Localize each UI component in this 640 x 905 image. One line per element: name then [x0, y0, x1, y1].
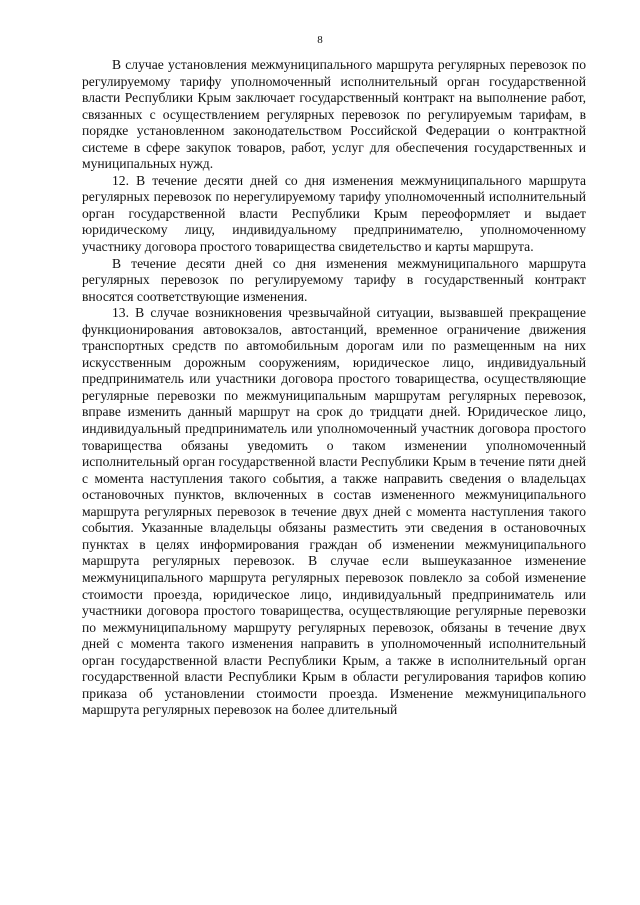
document-body [82, 57, 586, 719]
paragraph-contract-changes: В течение десяти дней со дня изменения межмуниципального маршрута регулярных перевозок по регулируемому тарифу в государственный контракт вносятся соответствующие изменения. [82, 255, 586, 304]
page-number: 8 [317, 34, 323, 46]
paragraph-contract: В случае установления межмуниципального маршрута регулярных перевозок по регулируемому тарифу уполномоченный исполнительный орган государственной власти Республики Крым заключает государственный контракт на выполнение работ, связанных с осуществлением регулярных перевозок по регулируемым тарифам, в порядке установленном законодательством Российской Федерации о контрактной системе в сфере закупок товаров, работ, услуг для обеспечения государственных и муниципальных нужд. [82, 57, 586, 172]
paragraph-12: 12. В течение десяти дней со дня изменения межмуниципального маршрута регулярных перевозок по нерегулируемому тарифу уполномоченный исполнительный орган государственной власти Республики Крым переоформляет и выдает юридическому лицу, индивидуальному предпринимателю, уполномоченному участнику договора простого товарищества свидетельство и карты маршрута. [82, 172, 586, 255]
paragraph-13: 13. В случае возникновения чрезвычайной ситуации, вызвавшей прекращение функционирования автовокзалов, автостанций, временное ограничение движения транспортных средств по автомобильным дорогам или по размещенным на них искусственным дорожным сооружениям, юридическое лицо, индивидуальный предприниматель или участники договора простого товарищества, осуществляющие регулярные перевозки по межмуниципальным маршрутам регулярных перевозок, вправе изменить данный маршрут на срок до тридцати дней. Юридическое лицо, индивидуальный предприниматель или уполномоченный участник договора простого товарищества обязаны уведомить о таком изменении уполномоченный исполнительный орган государственной власти Республики Крым в течение пяти дней с момента наступления такого события, а также направить сведения о владельцах остановочных пунктов, включенных в состав измененного межмуниципального маршрута регулярных перевозок в течение двух дней с момента наступления такого события. Указанные владельцы обязаны разместить эти сведения в остановочных пунктах в целях информирования граждан об изменении межмуниципального маршрута регулярных перевозок. В случае если вышеуказанное изменение межмуниципального маршрута регулярных перевозок повлекло за собой изменение стоимости проезда, юридическое лицо, индивидуальный предприниматель или участники договора простого товарищества, осуществляющие регулярные перевозки по межмуниципальному маршруту регулярных перевозок, обязаны в течение двух дней с момента такого изменения направить в уполномоченный исполнительный орган государственной власти Республики Крым, а также в исполнительный орган государственной власти Республики Крым в области регулирования тарифов копию приказа об установлении стоимости проезда. Изменение межмуниципального маршрута регулярных перевозок на более длительный [82, 305, 586, 718]
